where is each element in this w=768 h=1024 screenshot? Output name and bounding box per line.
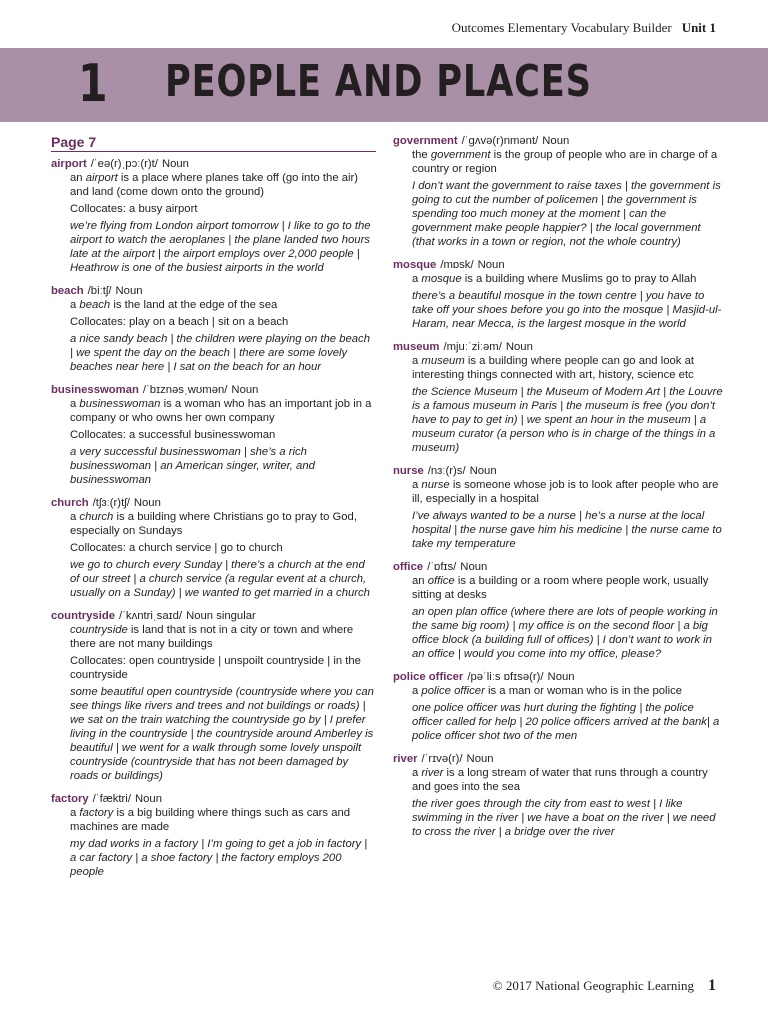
dictionary-entry xyxy=(51,157,376,275)
headword: countryside xyxy=(51,610,116,622)
part-of-speech: Noun xyxy=(134,793,162,805)
copyright-text: © 2017 National Geographic Learning xyxy=(492,978,694,993)
dictionary-entry xyxy=(393,464,723,551)
examples: we go to church every Sunday | there’s a church at the end of our street | a church service (a regular event at a church, usually on a Sunday) | we wanted to get married in a church xyxy=(70,559,370,599)
definition: a beach is the land at the edge of the sea xyxy=(70,299,278,311)
right-column xyxy=(393,134,723,848)
headword-line xyxy=(393,670,723,684)
pronunciation: /ˈkʌntriˌsaɪd/ xyxy=(119,610,183,622)
headword-line xyxy=(393,340,723,354)
dictionary-entry xyxy=(393,670,723,743)
dictionary-entry xyxy=(51,383,376,487)
pronunciation: /nɜː(r)s/ xyxy=(427,465,466,477)
headword-line xyxy=(393,752,723,766)
collocates: Collocates: open countryside | unspoilt countryside | in the countryside xyxy=(70,655,361,681)
headword: office xyxy=(393,561,424,573)
dictionary-entry xyxy=(51,609,376,783)
pronunciation: /ˈeə(r)ˌpɔː(r)t/ xyxy=(90,158,158,170)
examples: I don’t want the government to raise taxes | the government is going to cut the number of policemen | the government is spending too much money at the moment | can the government make people happier? | the local government (that works in a town or region, not the whole country) xyxy=(412,180,721,248)
headword-line xyxy=(393,560,723,574)
left-entry-list xyxy=(51,157,376,879)
pronunciation: /ˈrɪvə(r)/ xyxy=(421,753,463,765)
headword: mosque xyxy=(393,259,437,271)
dictionary-entry xyxy=(51,284,376,374)
headword-line xyxy=(393,258,723,272)
examples: I’ve always wanted to be a nurse | he’s a nurse at the local hospital | the nurse gave him his medicine | the nurse came to take my temperature xyxy=(412,510,722,550)
part-of-speech: Noun singular xyxy=(186,610,256,622)
part-of-speech: Noun xyxy=(460,561,488,573)
dictionary-entry xyxy=(393,340,723,455)
pronunciation: /tʃɜː(r)tʃ/ xyxy=(92,497,130,509)
headword: factory xyxy=(51,793,89,805)
examples: we’re flying from London airport tomorrow | I like to go to the airport to watch the aeroplanes | the plane landed two hours late at the airport | the airport employs over 2,000 people | Heathrow is one of the busiest airports in the world xyxy=(70,220,371,274)
headword: airport xyxy=(51,158,87,170)
examples: there’s a beautiful mosque in the town centre | you have to take off your shoes before you go into the mosque | Masjid-ul-Haram, near Mecca, is the largest mosque in the world xyxy=(412,290,722,330)
pronunciation: /mɒsk/ xyxy=(440,259,474,271)
book-title: Outcomes Elementary Vocabulary Builder xyxy=(451,20,672,35)
definition: an airport is a place where planes take off (go into the air) and land (come down onto the ground) xyxy=(70,172,359,198)
examples: some beautiful open countryside (countryside where you can see things like rivers and trees and not buildings or roads) | we sat on the train watching the countryside go by | I prefer living in the countryside | the countryside around Amberley is beautiful | we went for a walk through some lovely unspoilt countryside (countryside that has not been damaged by roads or buildings) xyxy=(70,686,374,782)
left-column xyxy=(51,134,376,888)
headword-line xyxy=(51,792,376,806)
headword-line xyxy=(393,134,723,148)
headword-line xyxy=(51,157,376,171)
dictionary-entry xyxy=(51,792,376,879)
dictionary-entry xyxy=(393,752,723,839)
page-heading: Page 7 xyxy=(51,134,376,152)
part-of-speech: Noun xyxy=(542,135,570,147)
dictionary-entry xyxy=(393,134,723,249)
headword-line xyxy=(51,383,376,397)
page-number: 1 xyxy=(708,977,716,994)
collocates: Collocates: a church service | go to church xyxy=(70,542,283,554)
examples: my dad works in a factory | I’m going to get a job in factory | a car factory | a shoe factory | the factory employs 200 people xyxy=(70,838,368,878)
pronunciation: /biːtʃ/ xyxy=(87,285,112,297)
pronunciation: /ˈɒfɪs/ xyxy=(427,561,457,573)
headword: church xyxy=(51,497,89,509)
examples: the Science Museum | the Museum of Modern Art | the Louvre is a famous museum in Paris | the museum is free (you don’t have to pay to get in) | we spent an hour in the museum | a museum curator (a person who is in charge of the things in a museum) xyxy=(412,386,723,454)
examples: a very successful businesswoman | she’s a rich businesswoman | an American singer, writer, and businesswoman xyxy=(70,446,315,486)
dictionary-entry xyxy=(393,560,723,661)
examples: one police officer was hurt during the fighting | the police officer called for help | 20 police officers arrived at the bank| a police officer shot two of the men xyxy=(412,702,720,742)
examples: a nice sandy beach | the children were playing on the beach | we spent the day on the beach | there are some lovely beaches near here | I sat on the beach for an hour xyxy=(70,333,370,373)
examples: the river goes through the city from east to west | I like swimming in the river | we have a boat on the river | we need to cross the river | a bridge over the river xyxy=(412,798,716,838)
part-of-speech: Noun xyxy=(466,753,494,765)
definition: a museum is a building where people can go and look at interesting things connected with art, history, science etc xyxy=(412,355,694,381)
dictionary-entry xyxy=(393,258,723,331)
pronunciation: /pəˈliːs ɒfɪsə(r)/ xyxy=(467,671,544,683)
collocates: Collocates: a successful businesswoman xyxy=(70,429,276,441)
pronunciation: /ˈfæktri/ xyxy=(92,793,131,805)
headword: river xyxy=(393,753,418,765)
unit-title: PEOPLE AND PLACES xyxy=(165,56,592,107)
part-of-speech: Noun xyxy=(231,384,259,396)
headword: government xyxy=(393,135,458,147)
part-of-speech: Noun xyxy=(161,158,189,170)
right-entry-list xyxy=(393,134,723,839)
pronunciation: /ˈbɪznəsˌwʊmən/ xyxy=(142,384,228,396)
headword: nurse xyxy=(393,465,424,477)
page-footer xyxy=(493,977,716,995)
unit-banner xyxy=(0,48,768,122)
definition: a nurse is someone whose job is to look after people who are ill, especially in a hospital xyxy=(412,479,719,505)
collocates: Collocates: a busy airport xyxy=(70,203,198,215)
part-of-speech: Noun xyxy=(477,259,505,271)
headword: beach xyxy=(51,285,84,297)
headword: police officer xyxy=(393,671,464,683)
headword-line xyxy=(51,496,376,510)
pronunciation: /ˈɡʌvə(r)nmənt/ xyxy=(461,135,539,147)
definition: the government is the group of people who are in charge of a country or region xyxy=(412,149,718,175)
definition: countryside is land that is not in a city or town and where there are not many buildings xyxy=(70,624,354,650)
definition: a factory is a big building where things such as cars and machines are made xyxy=(70,807,351,833)
dictionary-entry xyxy=(51,496,376,600)
headword: museum xyxy=(393,341,440,353)
headword-line xyxy=(393,464,723,478)
part-of-speech: Noun xyxy=(547,671,575,683)
definition: a river is a long stream of water that runs through a country and goes into the sea xyxy=(412,767,708,793)
part-of-speech: Noun xyxy=(115,285,143,297)
headword-line xyxy=(51,609,376,623)
definition: a mosque is a building where Muslims go to pray to Allah xyxy=(412,273,697,285)
part-of-speech: Noun xyxy=(469,465,497,477)
unit-number: 1 xyxy=(78,54,108,114)
part-of-speech: Noun xyxy=(505,341,533,353)
running-header xyxy=(452,20,716,36)
definition: a police officer is a man or woman who is in the police xyxy=(412,685,683,697)
headword-line xyxy=(51,284,376,298)
definition: a church is a building where Christians go to pray to God, especially on Sundays xyxy=(70,511,357,537)
examples: an open plan office (where there are lots of people working in the same big room) | my office is on the second floor | a big office block (a building full of offices) | I don’t want to work in an office | would you come into my office, please? xyxy=(412,606,718,660)
definition: a businesswoman is a woman who has an important job in a company or who owns her own company xyxy=(70,398,372,424)
part-of-speech: Noun xyxy=(133,497,161,509)
collocates: Collocates: play on a beach | sit on a beach xyxy=(70,316,289,328)
pronunciation: /mjuːˈziːəm/ xyxy=(443,341,502,353)
definition: an office is a building or a room where people work, usually sitting at desks xyxy=(412,575,709,601)
headword: businesswoman xyxy=(51,384,139,396)
unit-label: Unit 1 xyxy=(681,20,716,35)
